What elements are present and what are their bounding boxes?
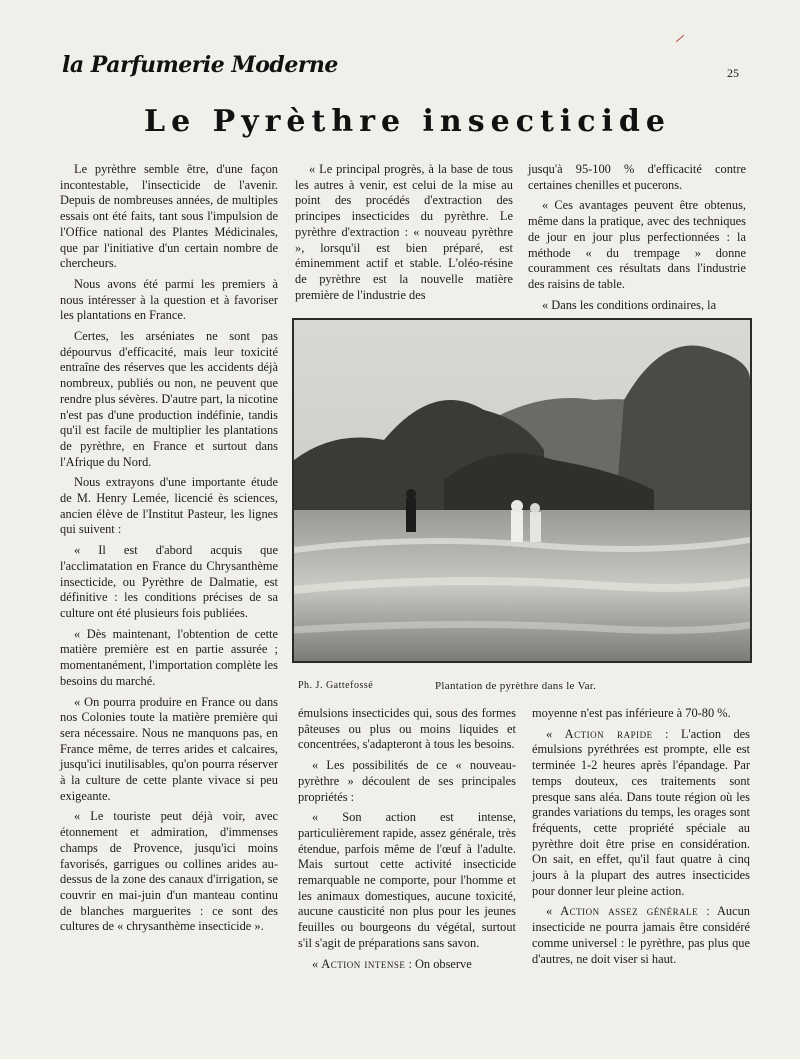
paragraph-text: : L'action des émulsions pyréthrées est prompte, elle est terminée 1-2 heures après l'épandage. Par temps douteux, ces traitements sont presque sans aléa. Dans toute région où les grandes variations du temps, les orages sont fréquents, cette propriété spéciale au pyrèthre doit être prise en considération. On sait, en effet, qu'il faut quatre à cinq jours à la plupart des autres insecticides pour donner leur pleine action. xyxy=(532,726,750,898)
paragraph: « Le principal progrès, à la base de tous les autres à venir, est celui de la mise au point des procédés d'extraction des principes insecticides du pyrèthre. Le pyrèthre d'extraction : « nouveau pyrèthre », lorsqu'il est bien préparé, est éminemment actif et stable. L'oléo-résine de pyrèthre est la nouvelle matière première de l'industrie des xyxy=(295,162,513,302)
page-number: 25 xyxy=(727,66,739,80)
column-3-top xyxy=(528,162,746,318)
paragraph: jusqu'à 95-100 % d'efficacité contre certaines chenilles et pucerons. xyxy=(528,162,746,192)
paragraph: Nous avons été parmi les premiers à nous intéresser à la question et à favoriser les plantations en France. xyxy=(60,276,278,323)
section-label: Action assez générale xyxy=(560,904,699,919)
paragraph: Nous extrayons d'une importante étude de M. Henry Lemée, licencié ès sciences, ancien élève de l'Institut Pasteur, les lignes qui suivent : xyxy=(60,475,278,537)
paragraph xyxy=(532,727,750,900)
quote-mark: « xyxy=(546,726,565,741)
paragraph: « Son action est intense, particulièrement rapide, assez générale, très étendue, parfois même de l'œuf à l'adulte. Mais surtout cette activité insecticide remarquable ne comporte, pour l'homme et les animaux domestiques, aucune toxicité, aucune causticité non plus pour les jeunes feuilles ou bourgeons du végétal, surtout s'il s'agit de préparations sans savon. xyxy=(298,810,516,950)
photo-caption: Plantation de pyrèthre dans le Var. xyxy=(435,680,597,692)
pen-mark xyxy=(676,35,684,42)
paragraph: Certes, les arséniates ne sont pas dépourvus d'efficacité, mais leur toxicité entraîne des réserves que les accidents déjà nombreux, publiés ou non, ne peuvent que rendre plus sévères. D'autre part, la nicotine n'est pas d'une production indéfinie, tandis qu'il est facile de multiplier les plantations de pyrèthre, en France et surtout dans l'Afrique du Nord. xyxy=(60,329,278,469)
paragraph: « On pourra produire en France ou dans nos Colonies toute la matière première qui sera nécessaire. Nous ne manquons pas, en France même, de terres arides et calcaires, jusqu'ici inutilisables, qu'on pourra réserver à la culture de cette plante vivace si peu exigeante. xyxy=(60,694,278,803)
paragraph xyxy=(298,957,516,973)
field-photograph xyxy=(292,318,752,663)
paragraph: « Ces avantages peuvent être obtenus, même dans la pratique, avec des techniques de jour en jour plus perfectionnées : la méthode « du trempage » donne couramment ces résultats dans l'industrie des raisins de table. xyxy=(528,198,746,291)
paragraph-text: : Aucun insecticide ne pourra jamais être considéré comme universel : le pyrèthre, pas plus que d'autres, ne doit viser si haut. xyxy=(532,904,750,966)
column-1 xyxy=(60,162,278,940)
paragraph-text: : On observe xyxy=(405,956,472,971)
quote-mark: « xyxy=(312,956,322,971)
column-2-bottom xyxy=(298,706,516,977)
paragraph: « Il est d'abord acquis que l'acclimatation en France du Chrysanthème insecticide, ou Pyrèthre de Dalmatie, est définitive : les conditions précises de sa culture ont été plusieurs fois publiées. xyxy=(60,543,278,620)
column-3-bottom xyxy=(532,706,750,972)
paragraph: « Dès maintenant, l'obtention de cette matière première est en partie assurée ; momentanément, l'importation complète les besoins du marché. xyxy=(60,626,278,688)
paragraph: « Dans les conditions ordinaires, la xyxy=(542,297,717,312)
quote-mark: « xyxy=(546,904,561,919)
paragraph: Le pyrèthre semble être, d'une façon incontestable, l'insecticide de l'avenir. Depuis de nombreuses années, de multiples essais ont été faits, tant sous l'impulsion de l'Office national des Plantes Médicinales, que par l'initiative d'un certain nombre de chercheurs. xyxy=(60,162,278,271)
paragraph: moyenne n'est pas inférieure à 70-80 %. xyxy=(532,706,731,720)
section-label: Action intense xyxy=(321,956,406,971)
paragraph xyxy=(532,904,750,967)
article-title: Le Pyrèthre insecticide xyxy=(144,104,671,139)
paragraph: « Le touriste peut déjà voir, avec étonnement et admiration, d'immenses champs de Provence, jusqu'ici moins favorisés, garrigues ou collines arides au-dessus de la zone des canaux d'irrigation, se couvrir en mai-juin d'un manteau continu de blanches marguerites : ce sont des cultures de « chrysanthème insecticide ». xyxy=(60,809,278,934)
paragraph: émulsions insecticides qui, sous des formes pâteuses ou plus ou moins liquides et concentrées, s'adapteront à tous les besoins. xyxy=(298,706,516,752)
column-2-top xyxy=(295,162,513,308)
photo-credit: Ph. J. Gattefossé xyxy=(298,680,374,691)
masthead: la Parfumerie Moderne xyxy=(62,52,338,78)
section-label: Action rapide xyxy=(564,726,653,741)
paragraph: « Les possibilités de ce « nouveau-pyrèthre » découlent de ses principales propriétés : xyxy=(298,758,516,804)
